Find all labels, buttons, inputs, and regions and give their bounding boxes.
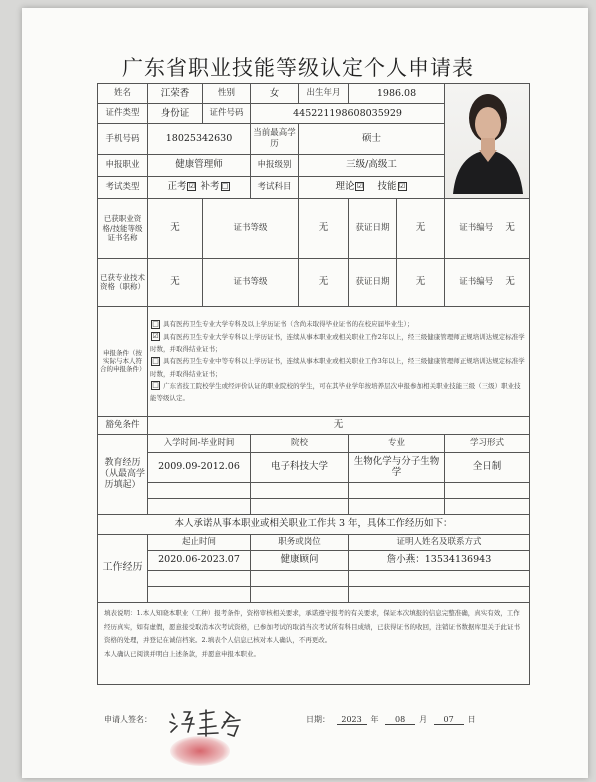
conditions-list <box>148 306 530 416</box>
gender-value: 女 <box>251 84 299 104</box>
first-exam-checkbox[interactable]: ☑ <box>188 182 196 191</box>
red-fingerprint-stamp <box>170 736 230 766</box>
cert2-number: 无 <box>505 276 515 288</box>
cert2-grade: 无 <box>299 258 349 306</box>
form-title: 广东省职业技能等级认定个人申请表 <box>122 56 474 80</box>
phone-value: 18025342630 <box>148 124 251 154</box>
exam-type-label: 考试类型 <box>98 176 148 198</box>
cert2-date-label: 获证日期 <box>349 258 397 306</box>
cert1-label: 已获职业资格/技能等级证书名称 <box>98 198 148 258</box>
retake-checkbox[interactable]: □ <box>221 182 229 191</box>
table-row <box>98 570 530 586</box>
education-history-label: 教育经历（从最高学历填起） <box>98 434 148 514</box>
work-header-contact: 证明人姓名及联系方式 <box>349 534 530 550</box>
table-row <box>98 482 530 498</box>
cert2-number-label: 证书编号 <box>459 277 494 288</box>
theory-label: 理论 <box>335 181 355 193</box>
work-post: 健康顾问 <box>251 550 349 570</box>
cert1-number-label: 证书编号 <box>459 223 494 234</box>
condition-item <box>150 331 527 356</box>
id-type-value: 身份证 <box>148 104 203 124</box>
level-label: 申报级别 <box>251 154 299 176</box>
cert1-grade: 无 <box>299 198 349 258</box>
education-level-value: 硕士 <box>299 124 445 154</box>
retake-label: 补考 <box>200 181 220 193</box>
dob-value: 1986.08 <box>349 84 445 104</box>
work-history-label: 工作经历 <box>98 534 148 602</box>
date-day: 07 <box>434 715 464 725</box>
skill-label: 技能 <box>377 181 397 193</box>
level-value: 三级/高级工 <box>299 154 445 176</box>
condition-text: 具有医药卫生专业中等专科以上学历证书，连续从事本职业或相关职业工作3年以上，经三级健康管理师正规培训达规定标准学时数，并取得结业证书； <box>150 357 525 378</box>
edu-header-form: 学习形式 <box>445 434 530 452</box>
id-number-value: 445221198608035929 <box>251 104 445 124</box>
exemption-value: 无 <box>148 416 530 434</box>
edu-period: 2009.09-2012.06 <box>148 452 251 482</box>
job-value: 健康管理师 <box>148 154 251 176</box>
edu-header-school: 院校 <box>251 434 349 452</box>
work-header-post: 职务或岗位 <box>251 534 349 550</box>
declaration-text: 填表说明：1.本人知晓本职业（工种）报考条件，资格审核相关要求，承诺遵守报考的有关要求，保证本次填报的信息完整准确，真实有效，工作经历真实，如有虚假，愿意接受取消本次考试资格，已参加考试的取消当次考试所有科目成绩，已获得证书的收回，注销证书数据库里关于此证书资格的处理，并登记在诚信档案。2.填表个人信息已核对本人确认，不再更改。 <box>104 608 520 645</box>
date-month: 08 <box>385 715 415 725</box>
year-unit: 年 <box>370 715 379 724</box>
work-period: 2020.06-2023.07 <box>148 550 251 570</box>
table-row <box>98 550 530 570</box>
application-form-table <box>97 83 530 685</box>
condition-checkbox[interactable]: □ <box>152 356 159 365</box>
condition-item <box>150 380 527 405</box>
conditions-label: 申报条件（按实际与本人符合的申报条件） <box>98 306 148 416</box>
work-header-period: 起止时间 <box>148 534 251 550</box>
theory-checkbox[interactable]: ☑ <box>356 182 364 191</box>
edu-school: 电子科技大学 <box>251 452 349 482</box>
first-exam-label: 正考 <box>167 181 187 193</box>
cert1-date-label: 获证日期 <box>349 198 397 258</box>
cert2-date: 无 <box>397 258 445 306</box>
cert2-name: 无 <box>148 258 203 306</box>
applicant-signature-label: 申请人签名： <box>104 715 152 724</box>
education-level-label: 当前最高学历 <box>251 124 299 154</box>
phone-label: 手机号码 <box>98 124 148 154</box>
edu-header-period: 入学时间-毕业时间 <box>148 434 251 452</box>
condition-text: 具有医药卫生专业大学专科以上学历证书，连续从事本职业或相关职业工作2年以上，经三级健康管理师正规培训达规定标准学时数，并取得结业证书； <box>150 332 525 353</box>
condition-text: 具有医药卫生专业大学专科及以上学历证书（含尚未取得毕业证书的在校应届毕业生）； <box>163 320 414 329</box>
date-year: 2023 <box>337 715 367 725</box>
exam-type-options <box>148 176 251 198</box>
cert1-number: 无 <box>505 222 515 234</box>
exemption-label: 豁免条件 <box>98 416 148 434</box>
cert2-label: 已获专业技术资格（职称） <box>98 258 148 306</box>
edu-form: 全日制 <box>445 452 530 482</box>
portrait-image <box>445 84 530 194</box>
work-contact: 詹小燕：13534136943 <box>349 550 530 570</box>
table-row <box>98 452 530 482</box>
declaration-confirm: 本人确认已阅读并明白上述条款，并愿意申报本职业。 <box>104 649 260 658</box>
name-value: 江荣香 <box>148 84 203 104</box>
date-line <box>306 714 476 725</box>
cert2-grade-label: 证书等级 <box>203 258 299 306</box>
table-row <box>98 586 530 602</box>
cert2-number-cell <box>445 258 530 306</box>
cert1-date: 无 <box>397 198 445 258</box>
applicant-photo <box>445 84 529 198</box>
job-label: 申报职业 <box>98 154 148 176</box>
condition-checkbox[interactable]: □ <box>152 381 159 390</box>
condition-checkbox[interactable]: □ <box>152 319 159 328</box>
subject-label: 考试科目 <box>251 176 299 198</box>
skill-checkbox[interactable]: ☑ <box>398 182 406 191</box>
table-row <box>98 498 530 514</box>
month-unit: 月 <box>419 715 428 724</box>
date-label: 日期： <box>306 715 330 724</box>
subject-options <box>299 176 445 198</box>
edu-major: 生物化学与分子生物学 <box>349 452 445 482</box>
cert1-name: 无 <box>148 198 203 258</box>
id-type-label: 证件类型 <box>98 104 148 124</box>
condition-item <box>150 355 527 380</box>
name-label: 姓名 <box>98 84 148 104</box>
edu-header-major: 专业 <box>349 434 445 452</box>
work-pledge: 本人承诺从事本职业或相关职业工作共 3 年，具体工作经历如下： <box>98 514 530 534</box>
cert1-number-cell <box>445 198 530 258</box>
cert1-grade-label: 证书等级 <box>203 198 299 258</box>
declaration-cell <box>98 602 530 684</box>
photo-cell <box>445 84 530 199</box>
signature-image <box>160 706 270 740</box>
dob-label: 出生年月 <box>299 84 349 104</box>
condition-item <box>150 318 527 330</box>
gender-label: 性别 <box>203 84 251 104</box>
condition-checkbox[interactable]: ☑ <box>152 332 159 341</box>
condition-text: 广东省技工院校学生或经评价认证的职业院校的学生，可在其毕业学年按培养层次申报参加相关职业技能三级（三级）职业技能等级认定。 <box>150 381 521 403</box>
day-unit: 日 <box>467 715 476 724</box>
id-number-label: 证件号码 <box>203 104 251 124</box>
